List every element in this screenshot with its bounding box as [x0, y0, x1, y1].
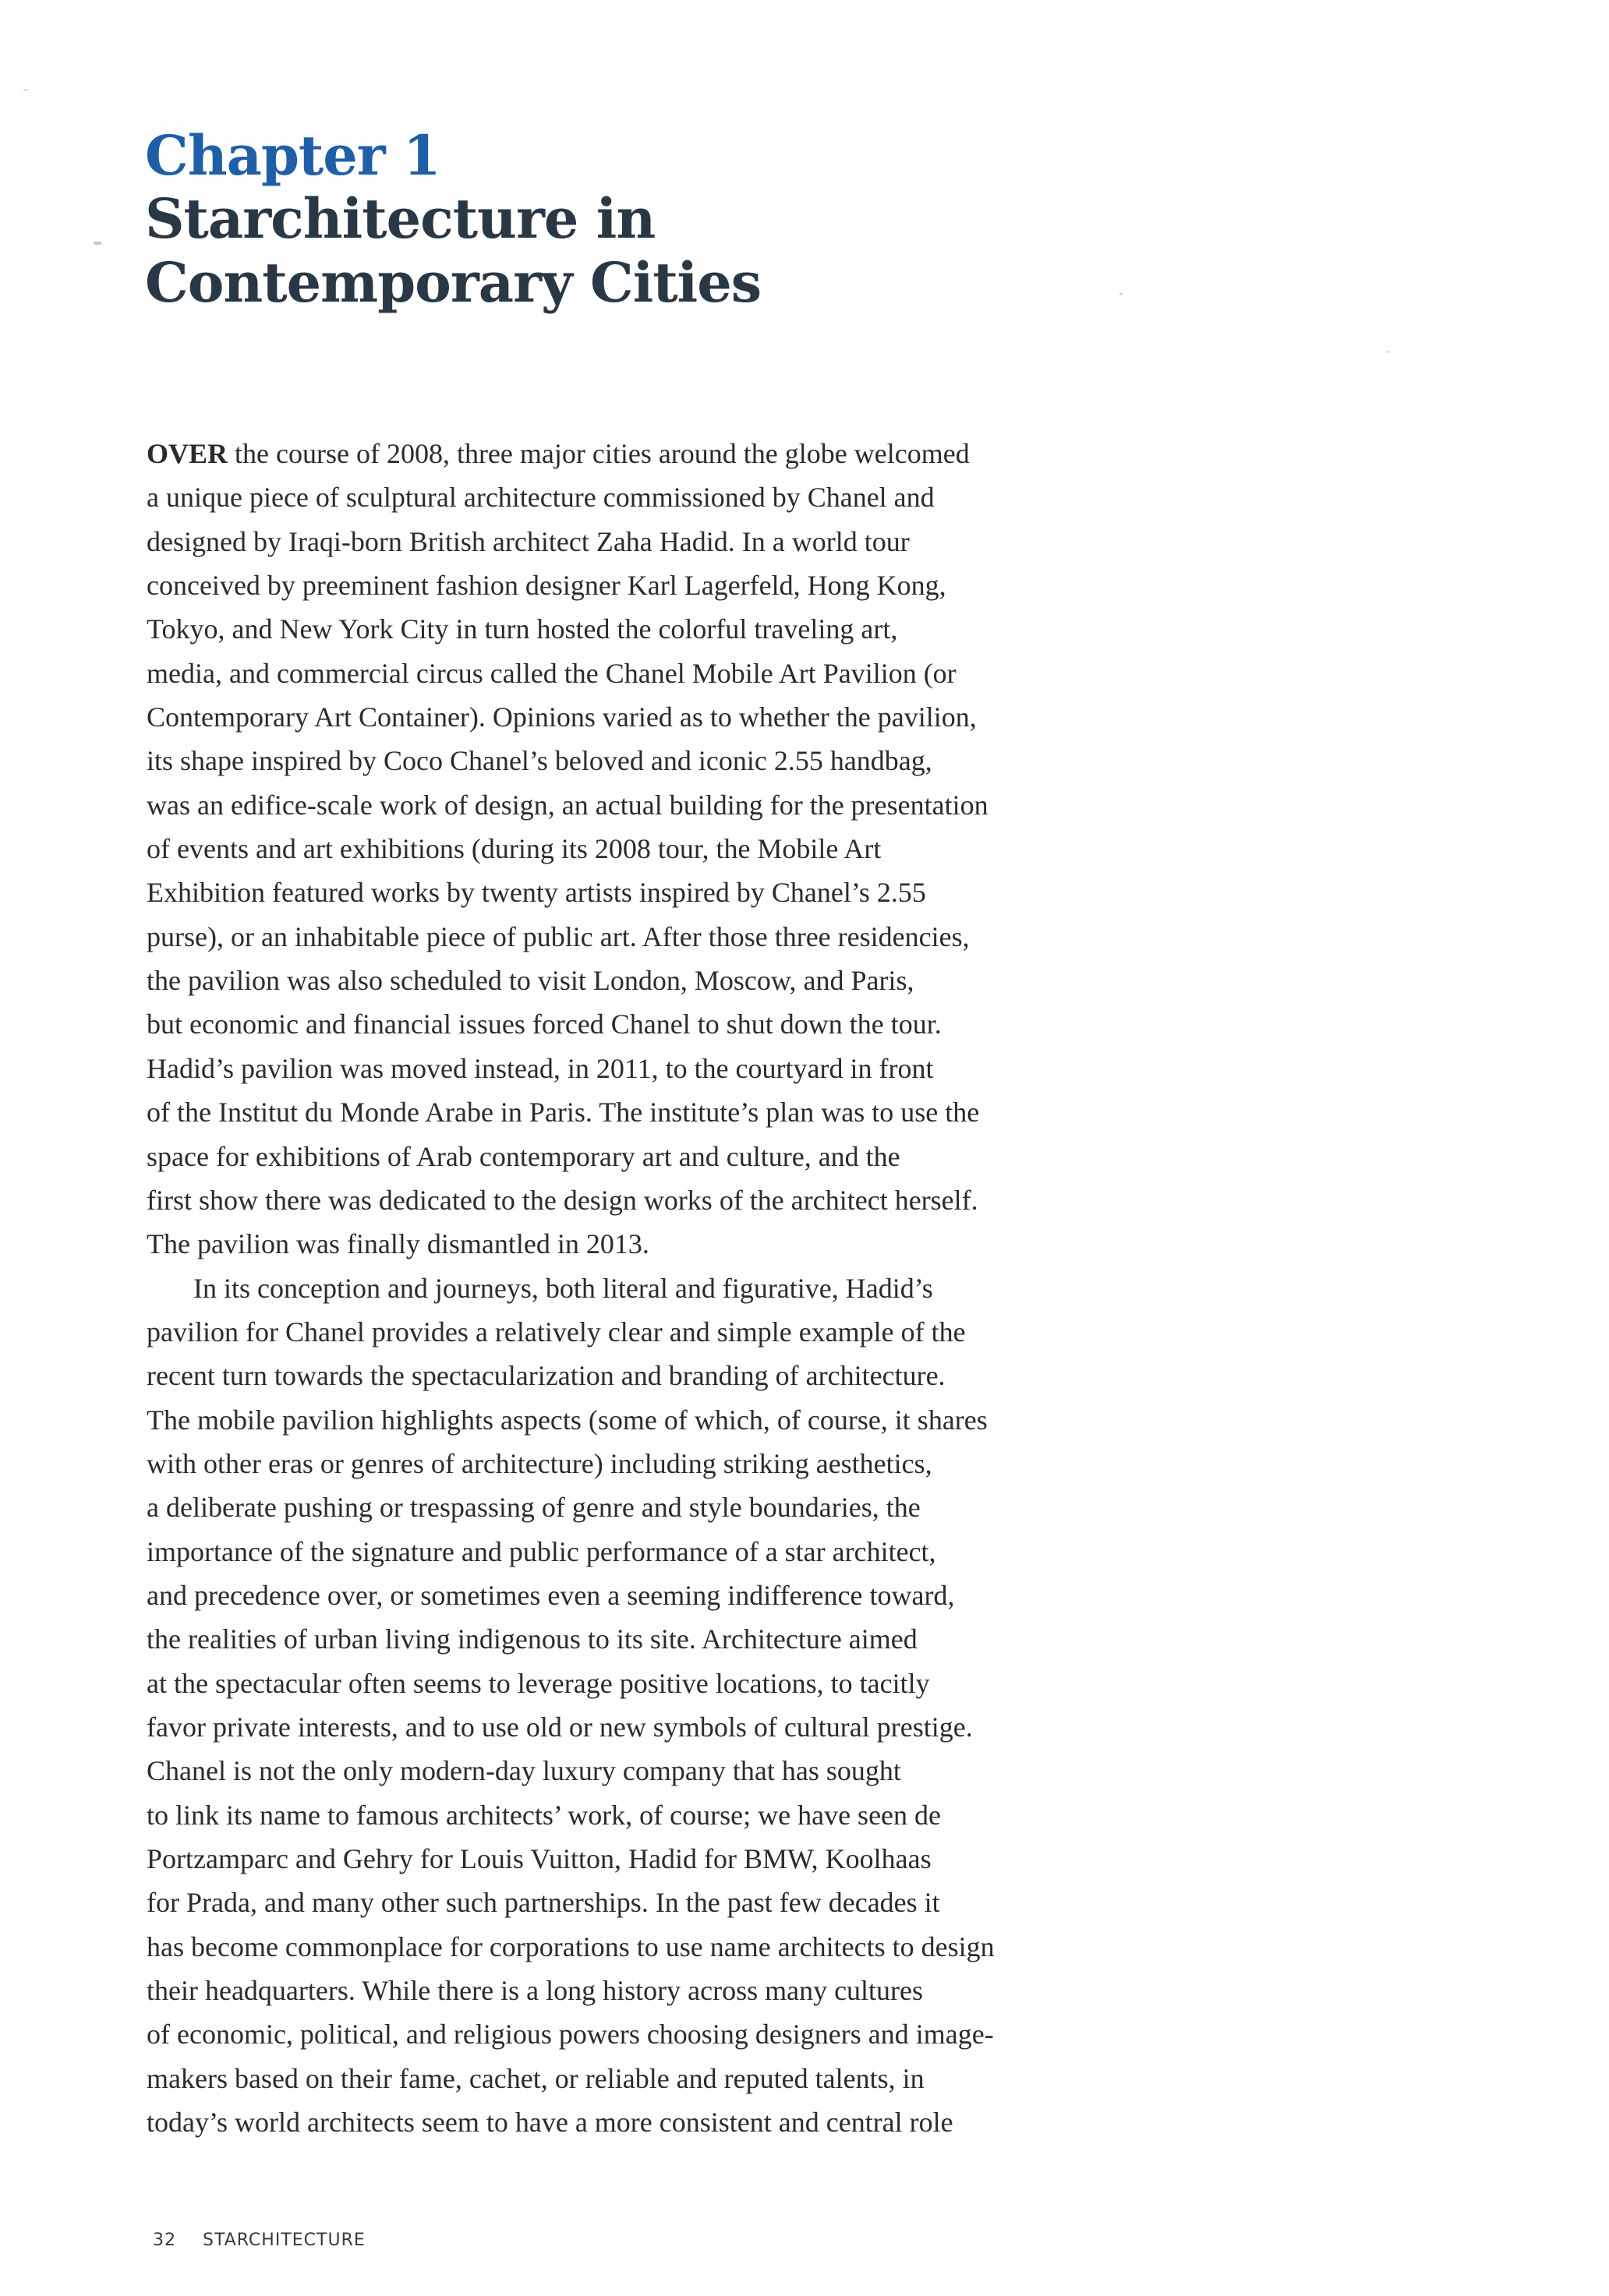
- body-line: conceived by preeminent fashion designer Karl Lagerfeld, Hong Kong,: [147, 570, 946, 602]
- chapter-title: [145, 187, 761, 315]
- running-head: STARCHITECTURE: [203, 2231, 366, 2250]
- body-line: was an edifice-scale work of design, an actual building for the presentation: [147, 789, 988, 821]
- paragraph-2-first-line: In its conception and journeys, both literal and figurative, Hadid’s: [193, 1272, 933, 1304]
- scan-speck: [1386, 351, 1389, 353]
- body-line: with other eras or genres of architecture) including striking aesthetics,: [147, 1447, 932, 1479]
- scan-speck: [23, 89, 28, 91]
- body-line: The mobile pavilion highlights aspects (some of which, of course, it shares: [147, 1404, 988, 1436]
- body-line: Exhibition featured works by twenty artists inspired by Chanel’s 2.55: [147, 877, 926, 909]
- chapter-label: Chapter 1: [145, 123, 440, 188]
- body-line: but economic and financial issues forced Chanel to shut down the tour.: [147, 1008, 942, 1040]
- body-line: Hadid’s pavilion was moved instead, in 2011, to the courtyard in front: [147, 1052, 934, 1084]
- body-line: their headquarters. While there is a long history across many cultures: [147, 1975, 924, 2007]
- body-line: makers based on their fame, cachet, or reliable and reputed talents, in: [147, 2062, 925, 2094]
- body-line: Chanel is not the only modern-day luxury company that has sought: [147, 1755, 901, 1787]
- scan-speck: [94, 242, 101, 245]
- body-line: of economic, political, and religious powers choosing designers and image-: [147, 2019, 994, 2051]
- body-line: importance of the signature and public performance of a star architect,: [147, 1535, 936, 1567]
- body-line: designed by Iraqi-born British architect Zaha Hadid. In a world tour: [147, 525, 910, 557]
- body-line: and precedence over, or sometimes even a seeming indifference toward,: [147, 1579, 955, 1611]
- first-line-text: the course of 2008, three major cities around the globe welcomed: [228, 438, 970, 469]
- body-line: to link its name to famous architects’ work, of course; we have seen de: [147, 1799, 942, 1831]
- body-line: space for exhibitions of Arab contemporary art and culture, and the: [147, 1140, 900, 1172]
- body-line: of events and art exhibitions (during its 2008 tour, the Mobile Art: [147, 833, 882, 865]
- body-line: of the Institut du Monde Arabe in Paris. The institute’s plan was to use the: [147, 1097, 980, 1129]
- body-line: for Prada, and many other such partnerships. In the past few decades it: [147, 1887, 940, 1919]
- body-line: its shape inspired by Coco Chanel’s beloved and iconic 2.55 handbag,: [147, 745, 932, 777]
- body-line: Tokyo, and New York City in turn hosted the colorful traveling art,: [147, 613, 898, 645]
- body-line-1: [147, 432, 1129, 475]
- page-number: 32: [153, 2231, 176, 2250]
- body-line: a deliberate pushing or trespassing of genre and style boundaries, the: [147, 1492, 921, 1524]
- body-line: a unique piece of sculptural architecture commissioned by Chanel and: [147, 482, 935, 514]
- body-line: first show there was dedicated to the design works of the architect herself.: [147, 1184, 978, 1216]
- body-line: The pavilion was finally dismantled in 2013.: [147, 1228, 649, 1260]
- body-text: [147, 432, 1129, 2144]
- body-line: media, and commercial circus called the Chanel Mobile Art Pavilion (or: [147, 657, 957, 689]
- scan-speck: [1119, 292, 1123, 295]
- page-footer: [153, 2231, 366, 2250]
- body-line: at the spectacular often seems to leverage positive locations, to tacitly: [147, 1667, 930, 1699]
- chapter-title-line-1: Starchitecture in: [145, 186, 656, 251]
- body-line: the pavilion was also scheduled to visit London, Moscow, and Paris,: [147, 965, 914, 997]
- body-line: Portzamparc and Gehry for Louis Vuitton, Hadid for BMW, Koolhaas: [147, 1843, 932, 1874]
- body-line: has become commonplace for corporations to use name architects to design: [147, 1930, 995, 1962]
- chapter-title-line-2: Contemporary Cities: [145, 250, 762, 315]
- body-line: recent turn towards the spectacularization and branding of architecture.: [147, 1360, 946, 1392]
- body-line: pavilion for Chanel provides a relatively clear and simple example of the: [147, 1316, 966, 1348]
- body-line: the realities of urban living indigenous to its site. Architecture aimed: [147, 1623, 918, 1655]
- body-line: favor private interests, and to use old or new symbols of cultural prestige.: [147, 1711, 973, 1743]
- body-line: Contemporary Art Container). Opinions varied as to whether the pavilion,: [147, 701, 977, 733]
- lead-word: OVER: [147, 438, 228, 469]
- body-line: today’s world architects seem to have a more consistent and central role: [147, 2107, 953, 2139]
- body-line: purse), or an inhabitable piece of public art. After those three residencies,: [147, 920, 970, 952]
